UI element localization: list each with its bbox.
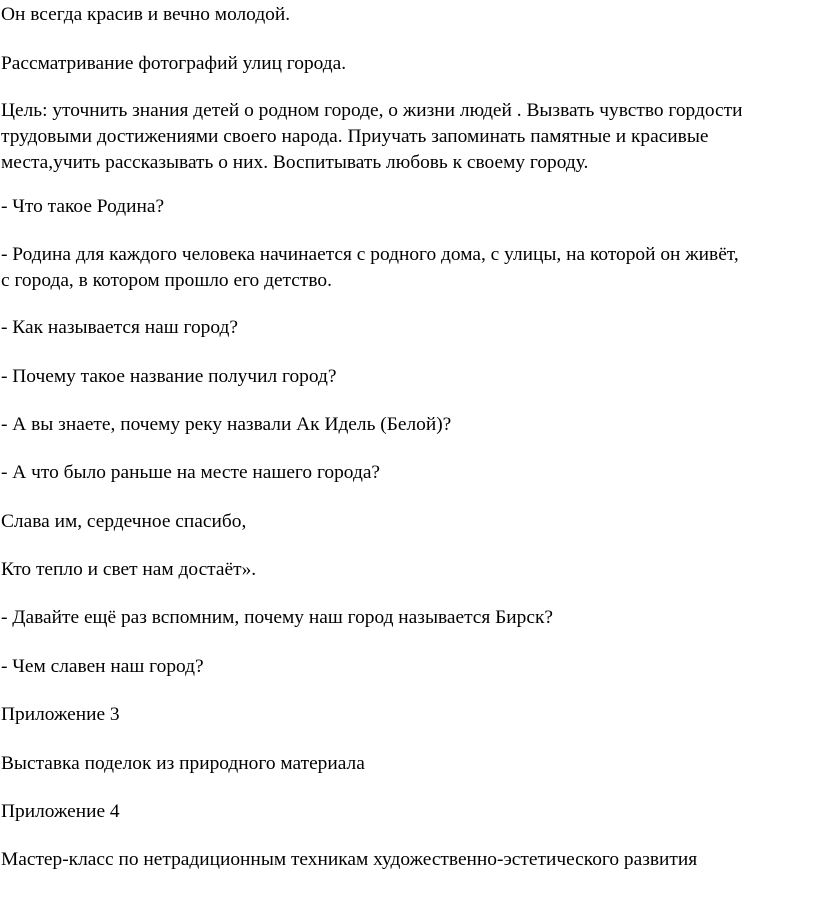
text-line: трудовыми достижениями своего народа. Приучать запоминать памятные и красивые: [1, 126, 709, 147]
text-line: Слава им, сердечное спасибо,: [1, 511, 247, 532]
paragraph-question-birsk: [1, 605, 813, 631]
appendix-3-heading: [1, 702, 813, 728]
paragraph-poem-line-2: [1, 557, 813, 583]
text-line: - А вы знаете, почему реку назвали Ак Идель (Белой)?: [1, 414, 452, 435]
text-line: Цель: уточнить знания детей о родном городе, о жизни людей . Вызвать чувство гордости: [1, 100, 743, 121]
paragraph-activity-title: [1, 51, 813, 77]
paragraph-question-river: [1, 412, 813, 438]
paragraph-goal: [1, 98, 813, 176]
text-line: Выставка поделок из природного материала: [1, 753, 365, 774]
text-line: Он всегда красив и вечно молодой.: [1, 4, 291, 25]
paragraph-question-why-name: [1, 364, 813, 390]
paragraph-question-motherland: [1, 194, 813, 220]
appendix-3-title: [1, 751, 813, 777]
text-line: с города, в котором прошло его детство.: [1, 270, 332, 291]
text-line: - Как называется наш город?: [1, 317, 238, 338]
paragraph-question-city-name: [1, 315, 813, 341]
text-line: места,учить рассказывать о них. Воспитывать любовь к своему городу.: [1, 152, 589, 173]
text-line: Приложение 4: [1, 801, 120, 822]
text-line: Кто тепло и свет нам достаёт».: [1, 559, 257, 580]
text-line: Мастер-класс по нетрадиционным техникам художественно-эстетического развития: [1, 849, 698, 870]
paragraph-intro-line: [1, 2, 813, 28]
text-line: - Почему такое название получил город?: [1, 366, 337, 387]
text-line: Приложение 3: [1, 704, 120, 725]
paragraph-poem-line-1: [1, 509, 813, 535]
appendix-4-heading: [1, 799, 813, 825]
text-line: Рассматривание фотографий улиц города.: [1, 53, 347, 74]
text-line: - А что было раньше на месте нашего города?: [1, 462, 381, 483]
text-line: - Родина для каждого человека начинается с родного дома, с улицы, на которой он живёт,: [1, 244, 739, 265]
appendix-4-title: [1, 847, 813, 873]
text-line: - Давайте ещё раз вспомним, почему наш город называется Бирск?: [1, 607, 554, 628]
text-line: - Чем славен наш город?: [1, 656, 204, 677]
paragraph-answer-motherland: [1, 242, 813, 294]
text-line: - Что такое Родина?: [1, 196, 165, 217]
paragraph-question-famous: [1, 654, 813, 680]
paragraph-question-before: [1, 460, 813, 486]
